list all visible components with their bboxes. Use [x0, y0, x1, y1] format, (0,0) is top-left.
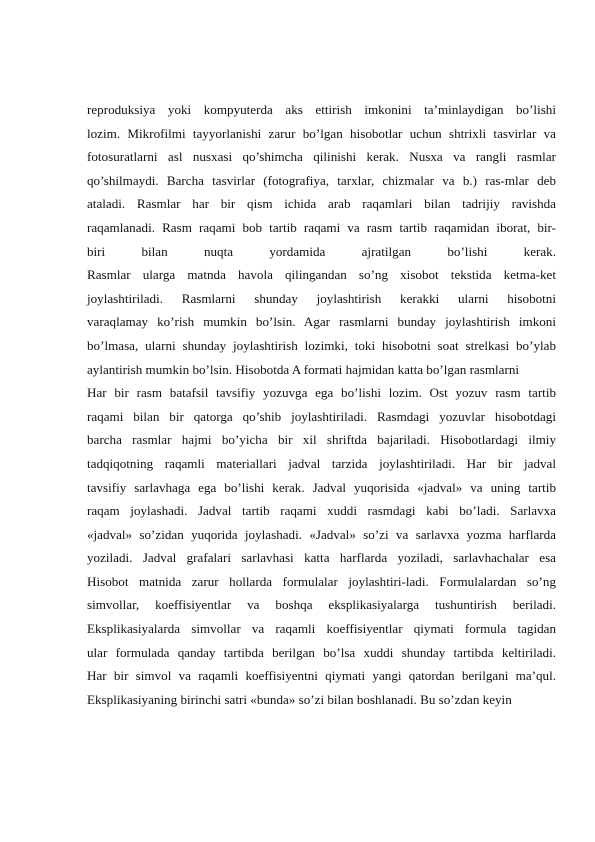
text-line: joylashtiriladi. Rasmlarni shunday joylashtirish kerakki ularni hisobotni	[87, 290, 556, 306]
text-line: Hisobot matnida zarur hollarda formulalar joylashtiri-ladi. Formulalardan so’ng	[87, 573, 556, 589]
text-line: Eksplikasiyalarda simvollar va raqamli koeffisiyentlar qiymati formula tagidan	[87, 621, 556, 637]
text-line: yoziladi. Jadval grafalari sarlavhasi katta harflarda yoziladi, sarlavhachalar esa	[87, 550, 556, 566]
text-line: raqami bilan bir qatorga qo’shib joylashtiriladi. Rasmdagi yozuvlar hisobotdagi	[87, 408, 556, 424]
text-line: aylantirish mumkin bo’lsin. Hisobotda A formati hajmidan katta bo’lgan rasmlarni	[87, 361, 520, 377]
text-line: lozim. Mikrofilmi tayyorlanishi zarur bo’lgan hisobotlar uchun shtrixli tasvirlar va	[87, 125, 556, 141]
text-line: tadqiqotning raqamli materiallari jadval tarzida joylashtiriladi. Har bir jadval	[87, 455, 556, 471]
text-line: ular formulada qanday tartibda berilgan bo’lsa xuddi shunday tartibda keltiriladi.	[87, 644, 556, 660]
text-line: Rasmlar ularga matnda havola qilingandan so’ng xisobot tekstida ketma-ket	[87, 267, 556, 283]
text-line: simvollar, koeffisiyentlar va boshqa eksplikasiyalarga tushuntirish beriladi.	[87, 597, 556, 613]
text-line: raqam joylashadi. Jadval tartib raqami xuddi rasmdagi kabi bo’ladi. Sarlavxa	[87, 503, 556, 519]
body-text	[87, 98, 556, 711]
text-line: Har bir simvol va raqamli koeffisiyentni qiymati yangi qatordan berilgani ma’qul.	[87, 668, 556, 684]
text-line: bo’lmasa, ularni shunday joylashtirish lozimki, toki hisobotni soat strelkasi bo’ylab	[87, 337, 556, 353]
text-line: varaqlamay ko’rish mumkin bo’lsin. Agar rasmlarni bunday joylashtirish imkoni	[87, 314, 556, 330]
text-line: tavsifiy sarlavhaga ega bo’lishi kerak. Jadval yuqorisida «jadval» va uning tartib	[87, 479, 556, 495]
text-line: «jadval» so’zidan yuqorida joylashadi. «Jadval» so’zi va sarlavxa yozma harflarda	[87, 526, 556, 542]
text-line: biri bilan nuqta yordamida ajratilgan bo’lishi kerak.	[87, 243, 556, 259]
text-line: Har bir rasm batafsil tavsifiy yozuvga ega bo’lishi lozim. Ost yozuv rasm tartib	[87, 385, 556, 401]
text-line: barcha rasmlar hajmi bo’yicha bir xil shriftda bajariladi. Hisobotlardagi ilmiy	[87, 432, 556, 448]
text-line: qo’shilmaydi. Barcha tasvirlar (fotografiya, tarxlar, chizmalar va b.) ras-mlar deb	[87, 172, 556, 188]
text-line: fotosuratlarni asl nusxasi qo’shimcha qilinishi kerak. Nusxa va rangli rasmlar	[87, 149, 556, 165]
text-line: Eksplikasiyaning birinchi satri «bunda» so’zi bilan boshlanadi. Bu so’zdan keyin	[87, 691, 512, 707]
text-line: raqamlanadi. Rasm raqami bob tartib raqami va rasm tartib raqamidan iborat, bir-	[87, 219, 556, 235]
text-line: ataladi. Rasmlar har bir qism ichida arab raqamlari bilan tadrijiy ravishda	[87, 196, 556, 212]
text-line: reproduksiya yoki kompyuterda aks ettirish imkonini ta’minlaydigan bo’lishi	[87, 102, 556, 117]
